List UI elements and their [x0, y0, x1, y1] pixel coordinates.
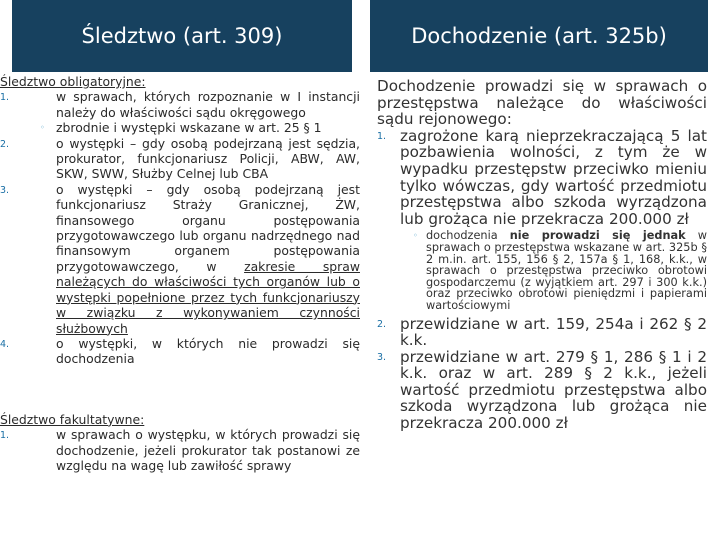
- list-number: 1.: [0, 430, 10, 442]
- list-item-text: przewidziane w art. 159, 254a i 262 § 2 k.k.: [400, 314, 707, 350]
- obligatory-list: [0, 89, 362, 366]
- left-column: [0, 74, 362, 473]
- right-header: [370, 0, 708, 72]
- optional-list: [0, 427, 362, 473]
- list-item: [0, 427, 362, 473]
- list-item-text: w sprawach o występku, w których prowadzi się dochodzenie, jeżeli prokurator tak postanowi ze względu na wagę lub zawiłość sprawy: [56, 427, 360, 473]
- list-number: 2.: [0, 138, 10, 150]
- list-item: [0, 336, 362, 367]
- list-number: 3.: [377, 351, 387, 363]
- left-header-title: Śledztwo (art. 309): [81, 24, 283, 48]
- list-number: 3.: [0, 184, 10, 196]
- section-title-optional: Śledztwo fakultatywne:: [0, 411, 145, 427]
- left-header: [12, 0, 352, 72]
- bullet-lead: dochodzenia: [426, 229, 510, 243]
- sub-bullet-text: zbrodnie i występki wskazane w art. 25 § 1: [56, 120, 322, 136]
- list-number: 1.: [0, 92, 10, 104]
- list-item-text: o występki – gdy osobą podejrzaną jest sędzia, prokurator, funkcjonariusz Policji, ABW, AW, SKW, SWW, Służby Celnej lub CBA: [56, 135, 360, 182]
- bullet-icon: ◦: [413, 231, 418, 241]
- list-item: [0, 136, 362, 182]
- list-item-text: o występki, w których nie prowadzi się dochodzenia: [56, 335, 360, 367]
- list-item: [0, 182, 362, 336]
- list-item: [377, 128, 707, 228]
- intro-text: Dochodzenie prowadzi się w sprawach o przestępstwa należące do właściwości sądu rejonowego:: [377, 77, 707, 129]
- underlined-text: zakresie spraw należących do właściwości tych organów lub o występki popełnione przez tych funkcjonariuszy w związku z wykonywaniem czynności służbowych: [56, 258, 360, 336]
- list-item-text: o występki – gdy osobą podejrzaną jest funkcjonariusz Straży Granicznej, ŻW, finansowego organu postępowania przygotowawczego lub organu nadrzędnego nad finansowym organem postępowania przygotowawczego, w: [56, 181, 360, 274]
- section-title-obligatory: Śledztwo obligatoryjne:: [0, 74, 146, 89]
- bullet-icon: ◦: [40, 123, 45, 133]
- list-number: 2.: [377, 318, 387, 330]
- right-header-title: Dochodzenie (art. 325b): [411, 24, 667, 48]
- bullet-emphasis: nie prowadzi się jednak: [509, 229, 686, 243]
- sub-bullet-item: [377, 230, 707, 311]
- right-column: [377, 78, 707, 432]
- list-item: [377, 316, 707, 349]
- sub-bullet-item: [0, 120, 362, 135]
- list-number: 1.: [377, 130, 387, 142]
- sub-bullet-text: w sprawach o przestępstwa wskazane w art. 325b § 2 m.in. art. 155, 156 § 2, 157a § 1, 168, k.k., w sprawach o przestępstwa przeciwko obrotowi gospodarczemu (z wyjątkiem art. 297 i 300 k.k.) oraz przeciwko obrotowi pieniędzmi i papierami wartościowymi: [426, 229, 708, 312]
- list-item: [0, 89, 362, 120]
- list-item-text: zagrożone karą nieprzekraczającą 5 lat pozbawienia wolności, z tym że w wypadku przestępstw przeciwko mieniu tylko wówczas, gdy wartość przedmiotu przestępstwa albo szkoda wyrządzona lub grożąca nie przekracza 200.000 zł: [400, 126, 707, 228]
- list-number: 4.: [0, 338, 10, 350]
- list-item-text: przewidziane w art. 279 § 1, 286 § 1 i 2 k.k. oraz w art. 289 § 2 k.k., jeżeli wartość przedmiotu przestępstwa albo szkoda wyrządzona lub grożąca nie przekracza 200.000 zł: [400, 347, 707, 433]
- list-item-text: w sprawach, których rozpoznanie w I instancji należy do właściwości sądu okręgowego: [56, 89, 360, 120]
- list-item: [377, 349, 707, 432]
